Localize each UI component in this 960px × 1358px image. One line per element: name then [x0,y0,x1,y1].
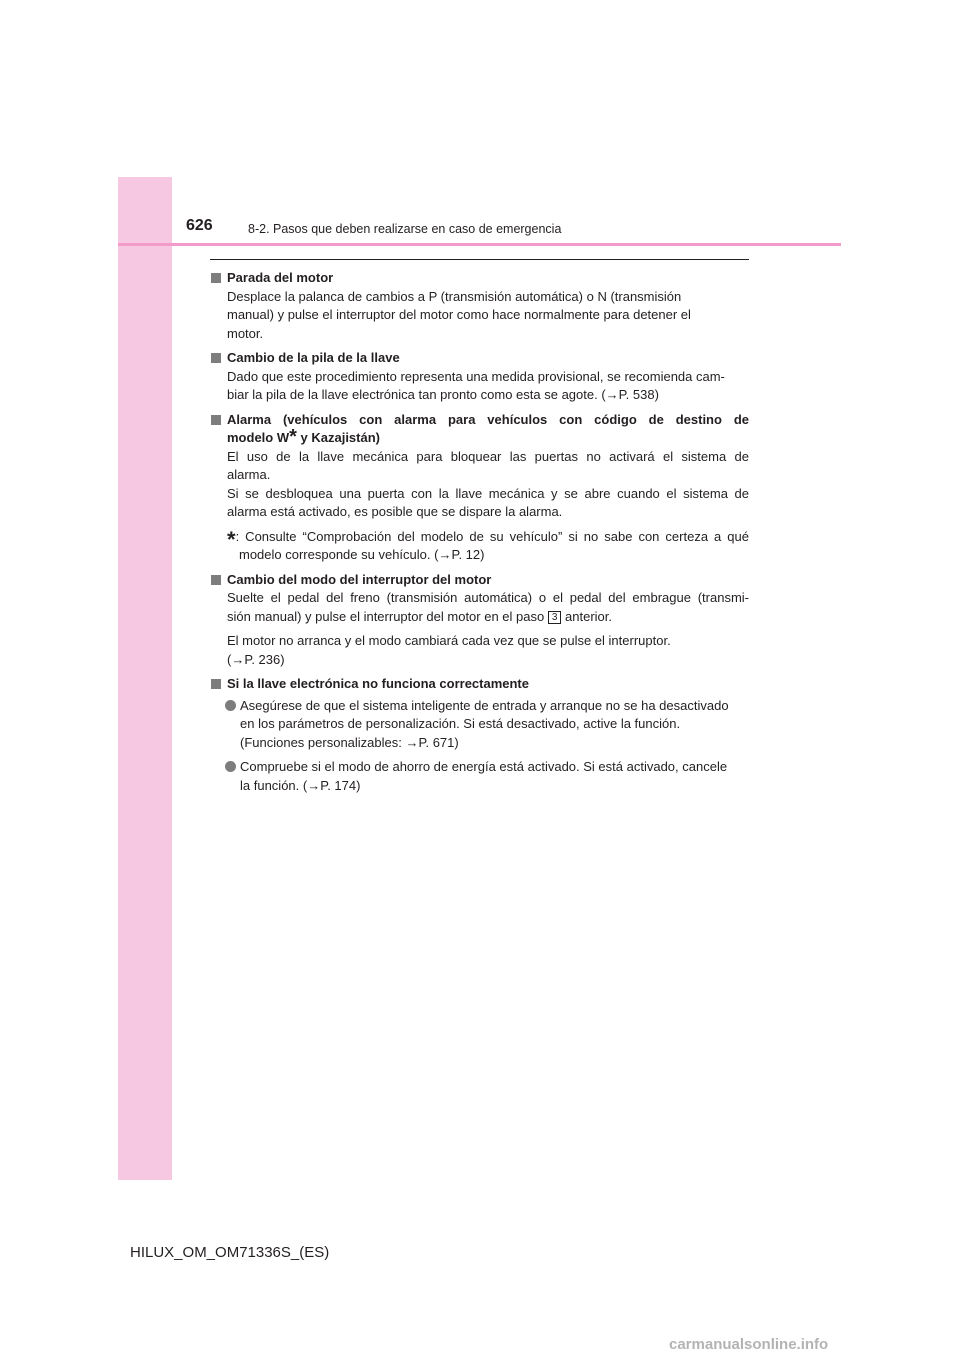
chapter-title: 8-2. Pasos que deben realizarse en caso de emergencia [248,222,562,236]
square-bullet-icon [211,679,221,689]
square-bullet-icon [211,273,221,283]
square-bullet-icon [211,353,221,363]
footnote-star: * [289,426,297,448]
round-bullet-icon [225,700,236,711]
round-bullet-icon [225,761,236,772]
page-content [210,269,749,801]
section-title: Parada del motor [210,269,749,288]
header-rule [118,243,841,246]
section-cambio-pila [210,349,749,405]
section-parada-motor [210,269,749,343]
document-code: HILUX_OM_OM71336S_(ES) [130,1244,330,1261]
footnote-star: * [227,526,236,552]
section-alarma [210,411,749,565]
square-bullet-icon [211,415,221,425]
section-title: Cambio de la pila de la llave [210,349,749,368]
square-bullet-icon [211,575,221,585]
watermark: carmanualsonline.info [669,1336,829,1353]
section-title: Cambio del modo del interruptor del motor [210,571,749,590]
paragraph: El motor no arranca y el modo cambiará cada vez que se pulse el interruptor. (→P. 236) [227,633,671,667]
paragraph: El uso de la llave mecánica para bloquear las puertas no activará el sistema de alarma. Si se desbloquea una puerta con la llave mecánica y se abre cuando el sistema de alarma está activado, es posible que se dispare la alarma. [227,448,749,519]
content-top-rule [210,259,749,260]
section-llave-electronica [210,675,749,795]
list-item: Compruebe si el modo de ahorro de energía está activado. Si está activado, cancele la función. (→P. 174) [210,758,749,795]
paragraph: Dado que este procedimiento representa una medida provisional, se recomienda cam- biar la pila de la llave electrónica tan pronto como esta se agote. (→P. 538) [227,368,725,402]
paragraph: Desplace la palanca de cambios a P (transmisión automática) o N (transmisión manual) y pulse el interruptor del motor como hace normalmente para detener el motor. [227,288,691,341]
section-title: Si la llave electrónica no funciona correctamente [210,675,749,694]
page-number: 626 [186,217,213,234]
sidebar-tab [118,177,172,1180]
list-item: Asegúrese de que el sistema inteligente de entrada y arranque no se ha desactivado en los parámetros de personalización. Si está desactivado, active la función. (Funciones personalizables: →P. 671) [210,697,749,753]
section-title: Alarma (vehículos con alarma para vehículos con código de destino de modelo W* y Kazajistán) [210,411,749,448]
footnote: *: Consulte “Comprobación del modelo de su vehículo” si no sabe con certeza a qué modelo corresponde su vehículo. (→P. 12) [227,526,749,562]
step-number-box: 3 [548,611,562,624]
paragraph: Suelte el pedal del freno (transmisión automática) o el pedal del embrague (transmi- sión manual) y pulse el interruptor del motor en el paso 3 anterior. [227,590,749,624]
section-modo-interruptor [210,571,749,670]
